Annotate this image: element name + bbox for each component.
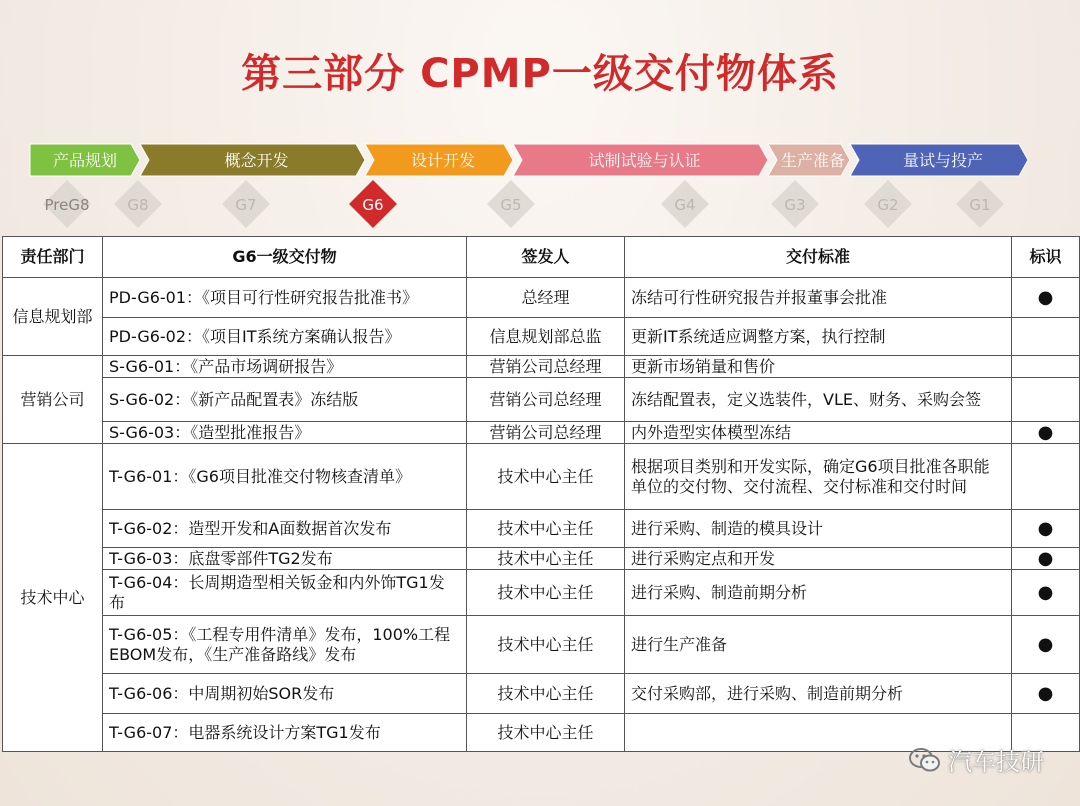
- mark-cell: ●: [1012, 422, 1080, 444]
- watermark-text: 汽车技研: [948, 748, 1044, 776]
- mark-cell: ●: [1012, 616, 1080, 674]
- dept-cell-info: 信息规划部: [3, 278, 103, 356]
- table-row: [3, 510, 1080, 548]
- table-row: [3, 318, 1080, 356]
- item-cell: T-G6-07：电器系统设计方案TG1发布: [103, 714, 467, 752]
- table-header-row: [3, 237, 1080, 278]
- deliverables-table: [2, 236, 1080, 752]
- item-cell: T-G6-03：底盘零部件TG2发布: [103, 548, 467, 570]
- header-item: G6一级交付物: [103, 237, 467, 278]
- standard-cell: 内外造型实体模型冻结: [625, 422, 1012, 444]
- item-cell: T-G6-04：长周期造型相关钣金和内外饰TG1发布: [103, 570, 467, 616]
- standard-cell: 根据项目类别和开发实际，确定G6项目批准各职能单位的交付物、交付流程、交付标准和交付时间: [625, 444, 1012, 510]
- signer-cell: 技术中心主任: [467, 674, 625, 714]
- phase-timeline: [0, 128, 1080, 233]
- gate-label: G1: [969, 196, 991, 214]
- phase-label: 设计开发: [410, 151, 476, 170]
- mark-cell: [1012, 444, 1080, 510]
- table-row: [3, 356, 1080, 378]
- standard-cell: 更新IT系统适应调整方案，执行控制: [625, 318, 1012, 356]
- gate-label: G3: [784, 196, 806, 214]
- standard-cell: 交付采购部，进行采购、制造前期分析: [625, 674, 1012, 714]
- mark-cell: ●: [1012, 570, 1080, 616]
- standard-cell: 更新市场销量和售价: [625, 356, 1012, 378]
- signer-cell: 技术中心主任: [467, 510, 625, 548]
- item-cell: S-G6-03：《造型批准报告》: [103, 422, 467, 444]
- mark-cell: ●: [1012, 278, 1080, 318]
- mark-cell: ●: [1012, 674, 1080, 714]
- header-dept: 责任部门: [3, 237, 103, 278]
- phase-label: 概念开发: [224, 151, 289, 170]
- standard-cell: 冻结配置表，定义选装件，VLE、财务、采购会签: [625, 378, 1012, 422]
- gate-label: G5: [500, 196, 522, 214]
- item-cell: PD-G6-01：《项目可行性研究报告批准书》: [103, 278, 467, 318]
- dept-cell-sales: 营销公司: [3, 356, 103, 444]
- signer-cell: 营销公司总经理: [467, 378, 625, 422]
- table-row: [3, 616, 1080, 674]
- header-standard: 交付标准: [625, 237, 1012, 278]
- gate-label: G7: [235, 196, 257, 214]
- mark-cell: [1012, 378, 1080, 422]
- signer-cell: 技术中心主任: [467, 616, 625, 674]
- dept-cell-tech: 技术中心: [3, 444, 103, 752]
- table-row: [3, 674, 1080, 714]
- gate-label: G6: [362, 196, 384, 214]
- standard-cell: 进行采购、制造的模具设计: [625, 510, 1012, 548]
- item-cell: T-G6-01：《G6项目批准交付物核查清单》: [103, 444, 467, 510]
- item-cell: S-G6-02：《新产品配置表》冻结版: [103, 378, 467, 422]
- item-cell: T-G6-06：中周期初始SOR发布: [103, 674, 467, 714]
- signer-cell: 技术中心主任: [467, 714, 625, 752]
- gate-label: G2: [877, 196, 899, 214]
- signer-cell: 总经理: [467, 278, 625, 318]
- signer-cell: 技术中心主任: [467, 444, 625, 510]
- standard-cell: 冻结可行性研究报告并报董事会批准: [625, 278, 1012, 318]
- item-cell: S-G6-01：《产品市场调研报告》: [103, 356, 467, 378]
- signer-cell: 技术中心主任: [467, 548, 625, 570]
- header-mark: 标识: [1012, 237, 1080, 278]
- gate-label: G4: [674, 196, 696, 214]
- table-row: [3, 444, 1080, 510]
- standard-cell: 进行采购、制造前期分析: [625, 570, 1012, 616]
- mark-cell: [1012, 318, 1080, 356]
- item-cell: T-G6-05：《工程专用件清单》发布，100%工程EBOM发布，《生产准备路线》发布: [103, 616, 467, 674]
- mark-cell: ●: [1012, 548, 1080, 570]
- gate-label: G8: [127, 196, 149, 214]
- table-row: [3, 548, 1080, 570]
- signer-cell: 技术中心主任: [467, 570, 625, 616]
- standard-cell: 进行采购定点和开发: [625, 548, 1012, 570]
- mark-cell: ●: [1012, 510, 1080, 548]
- watermark: [908, 742, 1044, 777]
- table-row: [3, 570, 1080, 616]
- signer-cell: 信息规划部总监: [467, 318, 625, 356]
- header-signer: 签发人: [467, 237, 625, 278]
- phase-label: 试制试验与认证: [588, 151, 701, 170]
- mark-cell: [1012, 356, 1080, 378]
- chat-bubbles-icon: [908, 747, 942, 773]
- item-cell: T-G6-02：造型开发和A面数据首次发布: [103, 510, 467, 548]
- table-row: [3, 378, 1080, 422]
- table-row: [3, 422, 1080, 444]
- slide-title: 第三部分 CPMP一级交付物体系: [241, 51, 839, 97]
- phase-label: 量试与投产: [902, 151, 984, 170]
- signer-cell: 营销公司总经理: [467, 422, 625, 444]
- phase-label: 生产准备: [780, 151, 846, 170]
- item-cell: PD-G6-02：《项目IT系统方案确认报告》: [103, 318, 467, 356]
- gate-label: PreG8: [44, 196, 90, 214]
- table-row: [3, 278, 1080, 318]
- signer-cell: 营销公司总经理: [467, 356, 625, 378]
- phase-label: 产品规划: [52, 151, 118, 170]
- standard-cell: 进行生产准备: [625, 616, 1012, 674]
